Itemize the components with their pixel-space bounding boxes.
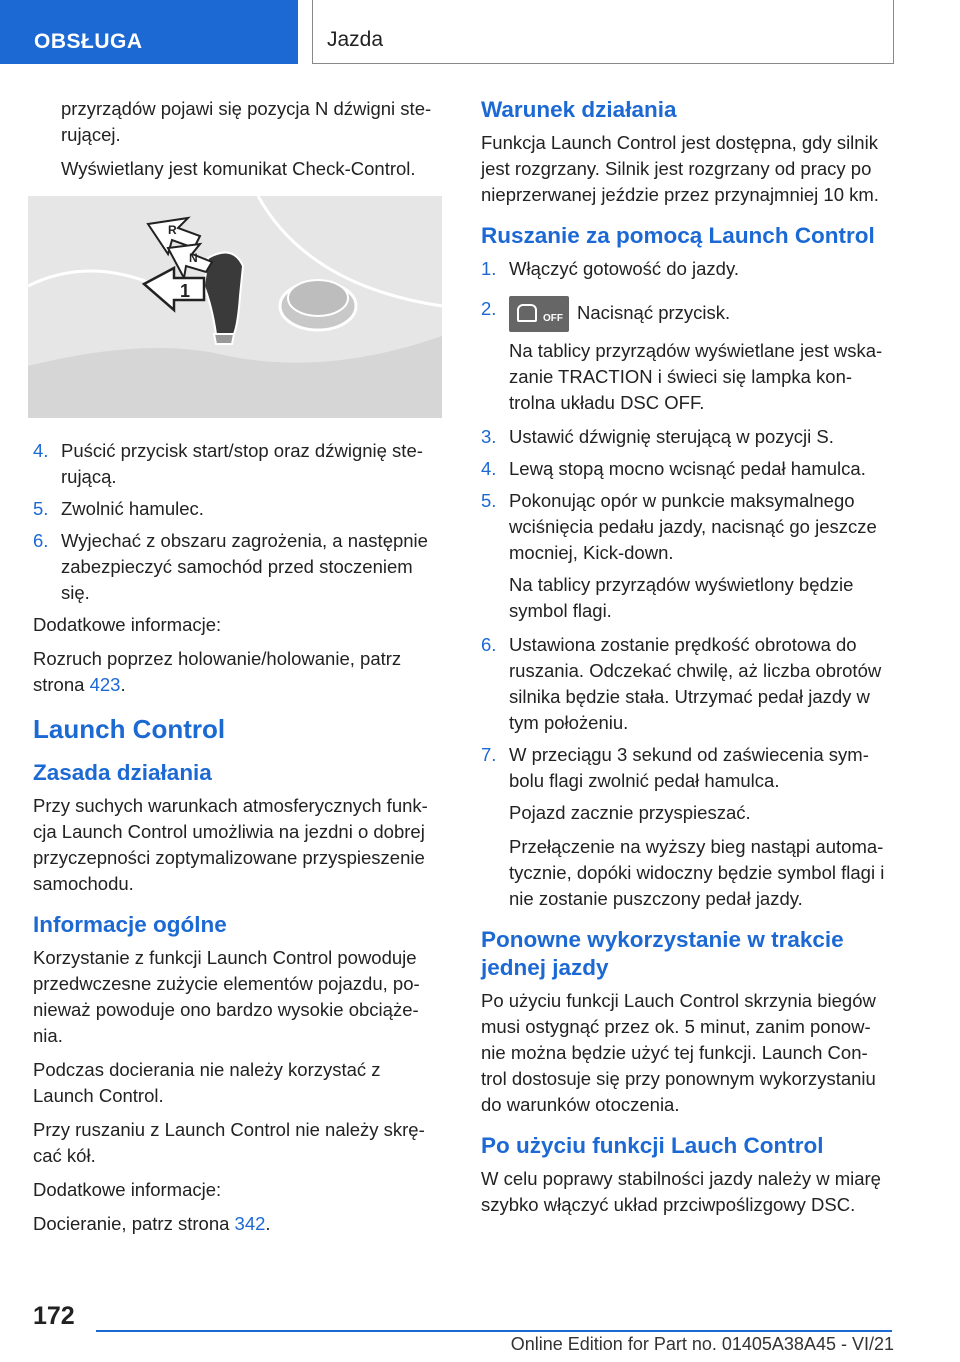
extra-info-label: Dodatkowe informacje:	[33, 614, 222, 635]
step-number: 2.	[481, 298, 497, 319]
step-text: Ustawiona zostanie prędkość obrotowa do ruszania. Odczekać chwilę, aż liczba obrotów silnika będzie stała. Utrzymać pedał jazdy w tym położeniu.	[509, 634, 882, 733]
reuse-text: Po użyciu funkcji Lauch Control skrzynia biegów musi ostygnąć przez ok. 5 minut, zanim ponow- nie można będzie użyć tej funkcji. Launch Con- trol dostosuje się przy ponownym wykorzystaniu do warunków otoczenia.	[481, 990, 876, 1115]
list-item	[33, 496, 445, 522]
after-text: W celu poprawy stabilności jazdy należy w miarę szybko włączyć układ przciwpoślizgowy DSC.	[481, 1168, 881, 1215]
list-item	[481, 456, 893, 482]
list-item	[481, 632, 893, 736]
step-text: Pokonując opór w punkcie maksymalnego wciśnięcia pedału jazdy, nacisnąć go jeszcze mocniej, Kick-down.	[509, 490, 877, 563]
right-column	[481, 96, 893, 1226]
towing-text: Rozruch poprzez holowanie/holowanie, patrz strona	[33, 648, 402, 695]
footer-divider	[96, 1330, 892, 1332]
step-text: Włączyć gotowość do jazdy.	[509, 258, 739, 279]
towing-reference: Rozruch poprzez holowanie/holowanie, patrz strona 423.	[33, 648, 402, 695]
intro-line-2: Wyświetlany jest komunikat Check-Control.	[61, 158, 416, 179]
dsc-off-button-icon	[509, 296, 569, 332]
principle-text: Przy suchych warunkach atmosferycznych funk- cja Launch Control umożliwia na jezdni o dobrej przyczepności zoptymalizowane przyspieszenie samochodu.	[33, 795, 428, 894]
condition-title: Warunek działania	[481, 97, 677, 122]
breakin-page-link[interactable]: 342	[234, 1213, 266, 1234]
after-title: Po użyciu funkcji Lauch Control	[481, 1133, 824, 1158]
step-number: 3.	[481, 426, 497, 447]
step-number: 1.	[481, 258, 497, 279]
step-number: 7.	[481, 744, 497, 765]
step-sub-text: Na tablicy przyrządów wyświetlane jest wska- zanie TRACTION i świeci się lampka kon- trolna układu DSC OFF.	[509, 340, 883, 413]
step-sub-text: Pojazd zacznie przyspieszać.	[509, 802, 751, 823]
step-text: Nacisnąć przycisk.	[577, 301, 731, 323]
step-text: W przeciągu 3 sekund od zaświecenia sym- bolu flagi zwolnić pedał hamulca.	[509, 744, 869, 791]
intro-line-1: przyrządów pojawi się pozycja N dźwigni ste- rującej.	[61, 98, 432, 145]
step-number: 6.	[33, 530, 49, 551]
towing-page-link[interactable]: 423	[89, 674, 121, 695]
general-paragraph-2: Podczas docierania nie należy korzystać z Launch Control.	[33, 1059, 381, 1106]
gear-selector-illustration	[28, 196, 442, 418]
step-number: 4.	[481, 458, 497, 479]
chapter-label: OBSŁUGA	[34, 30, 143, 53]
step-sub-text-2: Przełączenie na wyższy bieg nastąpi automa- tycznie, dopóki widoczny będzie symbol flagi i nie zostanie puszczony pedał jazdy.	[509, 836, 885, 909]
figure-label-n: N	[189, 251, 198, 265]
skid-car-icon	[517, 304, 537, 322]
general-paragraph-1: Korzystanie z funkcji Launch Control powoduje przedwczesne zużycie elementów pojazdu, po- nieważ powoduje ono bardzo wysokie obciąże- nia.	[33, 947, 420, 1046]
step-sub-text: Na tablicy przyrządów wyświetlony będzie symbol flagi.	[509, 574, 854, 621]
page-number: 172	[33, 1302, 75, 1330]
section-header	[312, 0, 894, 64]
breakin-text: Docieranie, patrz strona	[33, 1213, 235, 1234]
list-item	[481, 296, 893, 332]
left-column	[33, 96, 445, 1245]
edition-footer: Online Edition for Part no. 01405A38A45 - VI/21	[510, 1334, 894, 1354]
off-label: OFF	[543, 313, 563, 324]
general-paragraph-3: Przy ruszaniu z Launch Control nie należy skrę- cać kół.	[33, 1119, 425, 1166]
step-number: 4.	[33, 440, 49, 461]
breakin-reference: Docieranie, patrz strona 342.	[33, 1213, 271, 1234]
principle-title: Zasada działania	[33, 760, 212, 785]
list-item	[481, 424, 893, 450]
step-number: 6.	[481, 634, 497, 655]
list-item	[33, 438, 445, 490]
list-item	[481, 256, 893, 282]
gear-selector-figure	[28, 196, 442, 418]
step-number: 5.	[481, 490, 497, 511]
step-text: Puścić przycisk start/stop oraz dźwignię ste- rującą.	[61, 440, 423, 487]
figure-label-1: 1	[180, 281, 191, 301]
section-label: Jazda	[327, 28, 384, 51]
chapter-tab	[0, 0, 298, 64]
condition-text: Funkcja Launch Control jest dostępna, gdy silnik jest rozgrzany. Silnik jest rozgrzany od pracy po nieprzerwanej jeździe przez przynajmniej 10 km.	[481, 132, 879, 205]
figure-label-r: R	[168, 223, 177, 237]
step-text: Lewą stopą mocno wcisnąć pedał hamulca.	[509, 458, 866, 479]
list-item	[33, 528, 445, 606]
step-text: Ustawić dźwignię sterującą w pozycji S.	[509, 426, 834, 447]
step-text: Zwolnić hamulec.	[61, 498, 204, 519]
general-title: Informacje ogólne	[33, 912, 227, 937]
launch-control-title: Launch Control	[33, 714, 226, 744]
start-title: Ruszanie za pomocą Launch Control	[481, 223, 875, 248]
extra-info-label-2: Dodatkowe informacje:	[33, 1179, 222, 1200]
step-number: 5.	[33, 498, 49, 519]
step-text: Wyjechać z obszaru zagrożenia, a następnie zabezpieczyć samochód przed stoczeniem się.	[61, 530, 428, 603]
list-item	[481, 742, 893, 794]
list-item	[481, 488, 893, 566]
reuse-title: Ponowne wykorzystanie w trakcie jednej jazdy	[481, 927, 844, 980]
